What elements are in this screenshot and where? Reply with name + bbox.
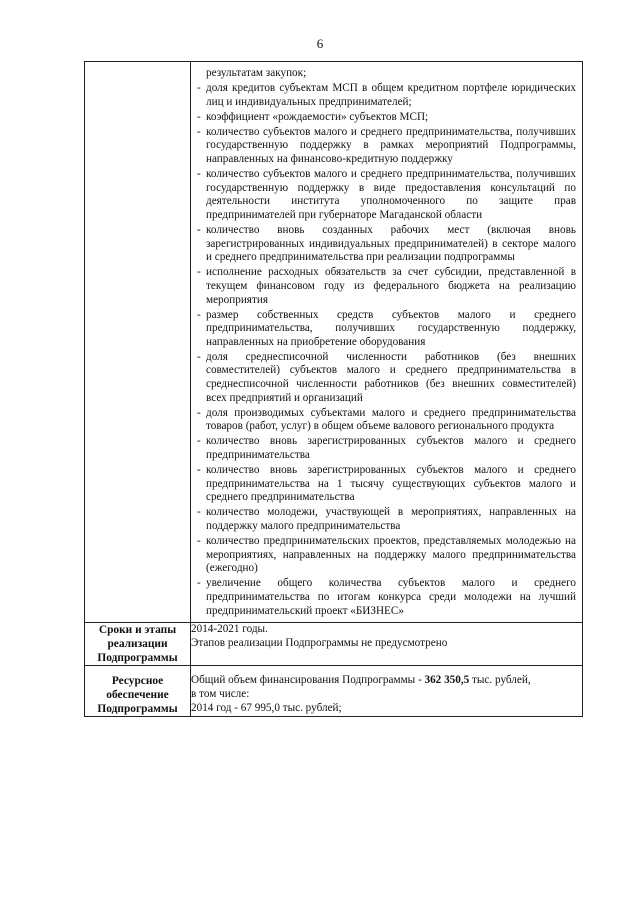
list-dash: - — [197, 82, 201, 95]
indicators-label-cell — [85, 62, 191, 623]
indicator-text: исполнение расходных обязательств за счет субсидии, представленной в текущем финансовом году из федерального бюджета на реализацию мероприятия — [206, 266, 576, 306]
indicator-item — [197, 67, 576, 81]
list-dash: - — [197, 406, 201, 419]
list-dash: - — [197, 125, 201, 138]
indicator-text: доля среднесписочной численности работников (без внешних совместителей) субъектов малого и среднего предпринимательства в среднесписочной численности работников (без внешних совместителей) всех предприятий и организаций — [206, 350, 576, 404]
indicator-item — [197, 168, 576, 222]
indicator-item — [197, 506, 576, 533]
indicator-text: количество субъектов малого и среднего предпринимательства, получивших государственную поддержку в виде предоставления консультаций по деятельности института уполномоченного по защите прав предпринимателей при губернаторе Магаданской области — [206, 168, 576, 221]
indicator-item — [197, 464, 576, 505]
list-dash: - — [197, 577, 201, 590]
indicator-text: размер собственных средств субъектов малого и среднего предпринимательства, получивших государственную поддержку, направленных на приобретение оборудования — [206, 308, 576, 348]
indicator-item — [197, 224, 576, 265]
indicator-item — [197, 407, 576, 434]
indicator-text: доля производимых субъектами малого и среднего предпринимательства товаров (работ, услуг) в общем объеме валового регионального продукта — [206, 406, 576, 433]
indicator-text: коэффициент «рождаемости» субъектов МСП; — [206, 110, 429, 123]
indicators-row — [85, 62, 583, 623]
financing-amount: 362 350,5 — [424, 674, 470, 687]
indicators-list — [191, 62, 582, 622]
financing-2014: 2014 год - 67 995,0 тыс. рублей; — [191, 701, 342, 714]
financing-value — [191, 666, 583, 717]
list-dash: - — [197, 266, 201, 279]
financing-unit: тыс. рублей, — [469, 674, 531, 687]
schedule-stages: Этапов реализации Подпрограммы не предусмотрено — [191, 636, 448, 649]
schedule-row — [85, 623, 583, 666]
indicators-cell — [191, 62, 583, 623]
schedule-label: Сроки и этапы реализации Подпрограммы — [85, 623, 191, 666]
financing-including: в том числе: — [191, 687, 250, 700]
indicator-item — [197, 309, 576, 350]
list-dash: - — [197, 435, 201, 448]
indicator-item — [197, 351, 576, 405]
list-dash: - — [197, 110, 201, 123]
financing-total — [191, 674, 582, 688]
page-number: 6 — [316, 36, 324, 51]
schedule-years: 2014-2021 годы. — [191, 623, 268, 636]
indicator-text: количество субъектов малого и среднего предпринимательства, получивших государственную поддержку в рамках мероприятий Подпрограммы, направленных на финансово-кредитную поддержку — [206, 125, 576, 166]
list-dash: - — [197, 308, 201, 321]
indicator-text: количество вновь созданных рабочих мест (включая вновь зарегистрированных индивидуальных предпринимателей) в секторе малого и среднего предпринимательства при реализации подпрограммы — [206, 224, 576, 264]
indicator-text: количество вновь зарегистрированных субъектов малого и среднего предпринимательства на 1 тысячу существующих субъектов малого и среднего предпринимательства — [206, 464, 576, 504]
indicator-item — [197, 535, 576, 576]
financing-total-text: Общий объем финансирования Подпрограммы - — [191, 674, 425, 687]
indicator-text: количество молодежи, участвующей в мероприятиях, направленных на поддержку малого предпринимательства — [206, 506, 576, 532]
indicator-item — [197, 577, 576, 618]
list-dash: - — [197, 506, 201, 519]
list-dash: - — [197, 168, 201, 181]
indicator-item — [197, 266, 576, 307]
list-dash: - — [197, 350, 201, 363]
schedule-value — [191, 623, 583, 666]
indicator-text: количество предпринимательских проектов, представляемых молодежью на мероприятиях, направленных на поддержку малого предпринимательства (ежегодно) — [206, 535, 576, 575]
indicator-item — [197, 82, 576, 109]
list-dash: - — [197, 464, 201, 477]
list-dash: - — [197, 224, 201, 237]
indicator-text: доля кредитов субъектам МСП в общем кредитном портфеле юридических лиц и индивидуальных предпринимателей; — [206, 82, 576, 108]
indicator-text: количество вновь зарегистрированных субъектов малого и среднего предпринимательства — [206, 435, 576, 462]
indicator-item — [197, 435, 576, 462]
indicator-text: результатам закупок; — [206, 67, 307, 79]
financing-row — [85, 666, 583, 717]
list-dash: - — [197, 535, 201, 548]
indicator-item — [197, 126, 576, 167]
indicator-text: увеличение общего количества субъектов малого и среднего предпринимательства по итогам конкурса среди молодежи на лучший предпринимательский проект «БИЗНЕС» — [206, 577, 576, 617]
financing-label: Ресурсное обеспечение Подпрограммы — [85, 666, 191, 717]
indicator-item — [197, 111, 576, 125]
passport-table — [84, 61, 583, 717]
